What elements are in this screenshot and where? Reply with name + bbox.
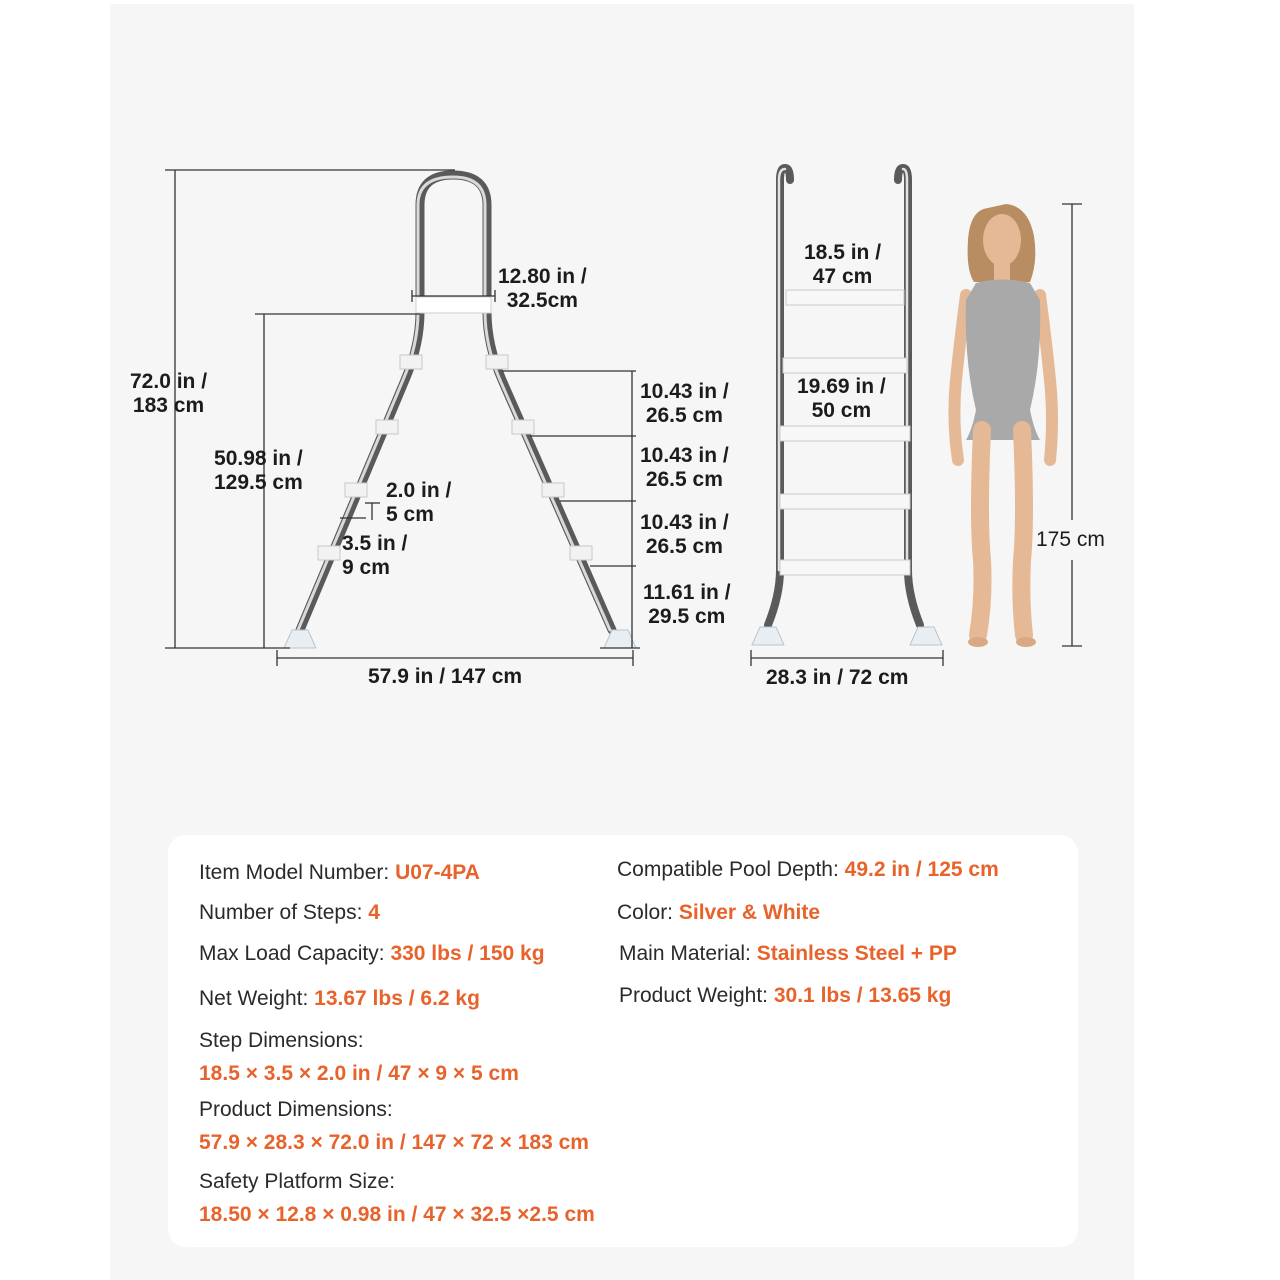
step-gap-3-label: 10.43 in / 26.5 cm [640,511,729,558]
total-height-label: 72.0 in / 183 cm [130,370,208,417]
step-thickness-label: 2.0 in / 5 cm [386,479,452,526]
base-length-label: 57.9 in / 147 cm [368,665,523,688]
front-width-label: 28.3 in / 72 cm [766,666,909,689]
spec-steps: Number of Steps: 4 [199,901,380,924]
platform-depth-label: 12.80 in / 32.5cm [498,265,587,312]
spec-pool-depth: Compatible Pool Depth: 49.2 in / 125 cm [617,858,999,881]
side-view-ladder [284,175,636,648]
spec-product-weight: Product Weight: 30.1 lbs / 13.65 kg [619,984,952,1007]
spec-platform-size: Safety Platform Size: 18.50 × 12.8 × 0.98 in / 47 × 32.5 ×2.5 cm [199,1170,595,1226]
spec-model: Item Model Number: U07-4PA [199,861,480,884]
side-dimension-lines [165,170,640,666]
step-width-label: 18.5 in / 47 cm [804,241,882,288]
spec-product-dimensions: Product Dimensions: 57.9 × 28.3 × 72.0 in / 147 × 72 × 183 cm [199,1098,589,1154]
step-gap-2-label: 10.43 in / 26.5 cm [640,444,729,491]
step-gap-1-label: 10.43 in / 26.5 cm [640,380,729,427]
spec-net-weight: Net Weight: 13.67 lbs / 6.2 kg [199,987,480,1010]
step-depth-label: 3.5 in / 9 cm [342,532,408,579]
person-height-label: 175 cm [1036,528,1105,551]
spec-max-load: Max Load Capacity: 330 lbs / 150 kg [199,942,545,965]
step-gap-bottom-label: 11.61 in / 29.5 cm [643,581,731,628]
side-height-label: 50.98 in / 129.5 cm [214,447,303,494]
model-person-figure [954,204,1052,647]
spec-step-dimensions: Step Dimensions: 18.5 × 3.5 × 2.0 in / 47 × 9 × 5 cm [199,1029,519,1085]
spec-color: Color: Silver & White [617,901,821,924]
inner-width-label: 19.69 in / 50 cm [797,375,886,422]
spec-material: Main Material: Stainless Steel + PP [619,942,957,965]
